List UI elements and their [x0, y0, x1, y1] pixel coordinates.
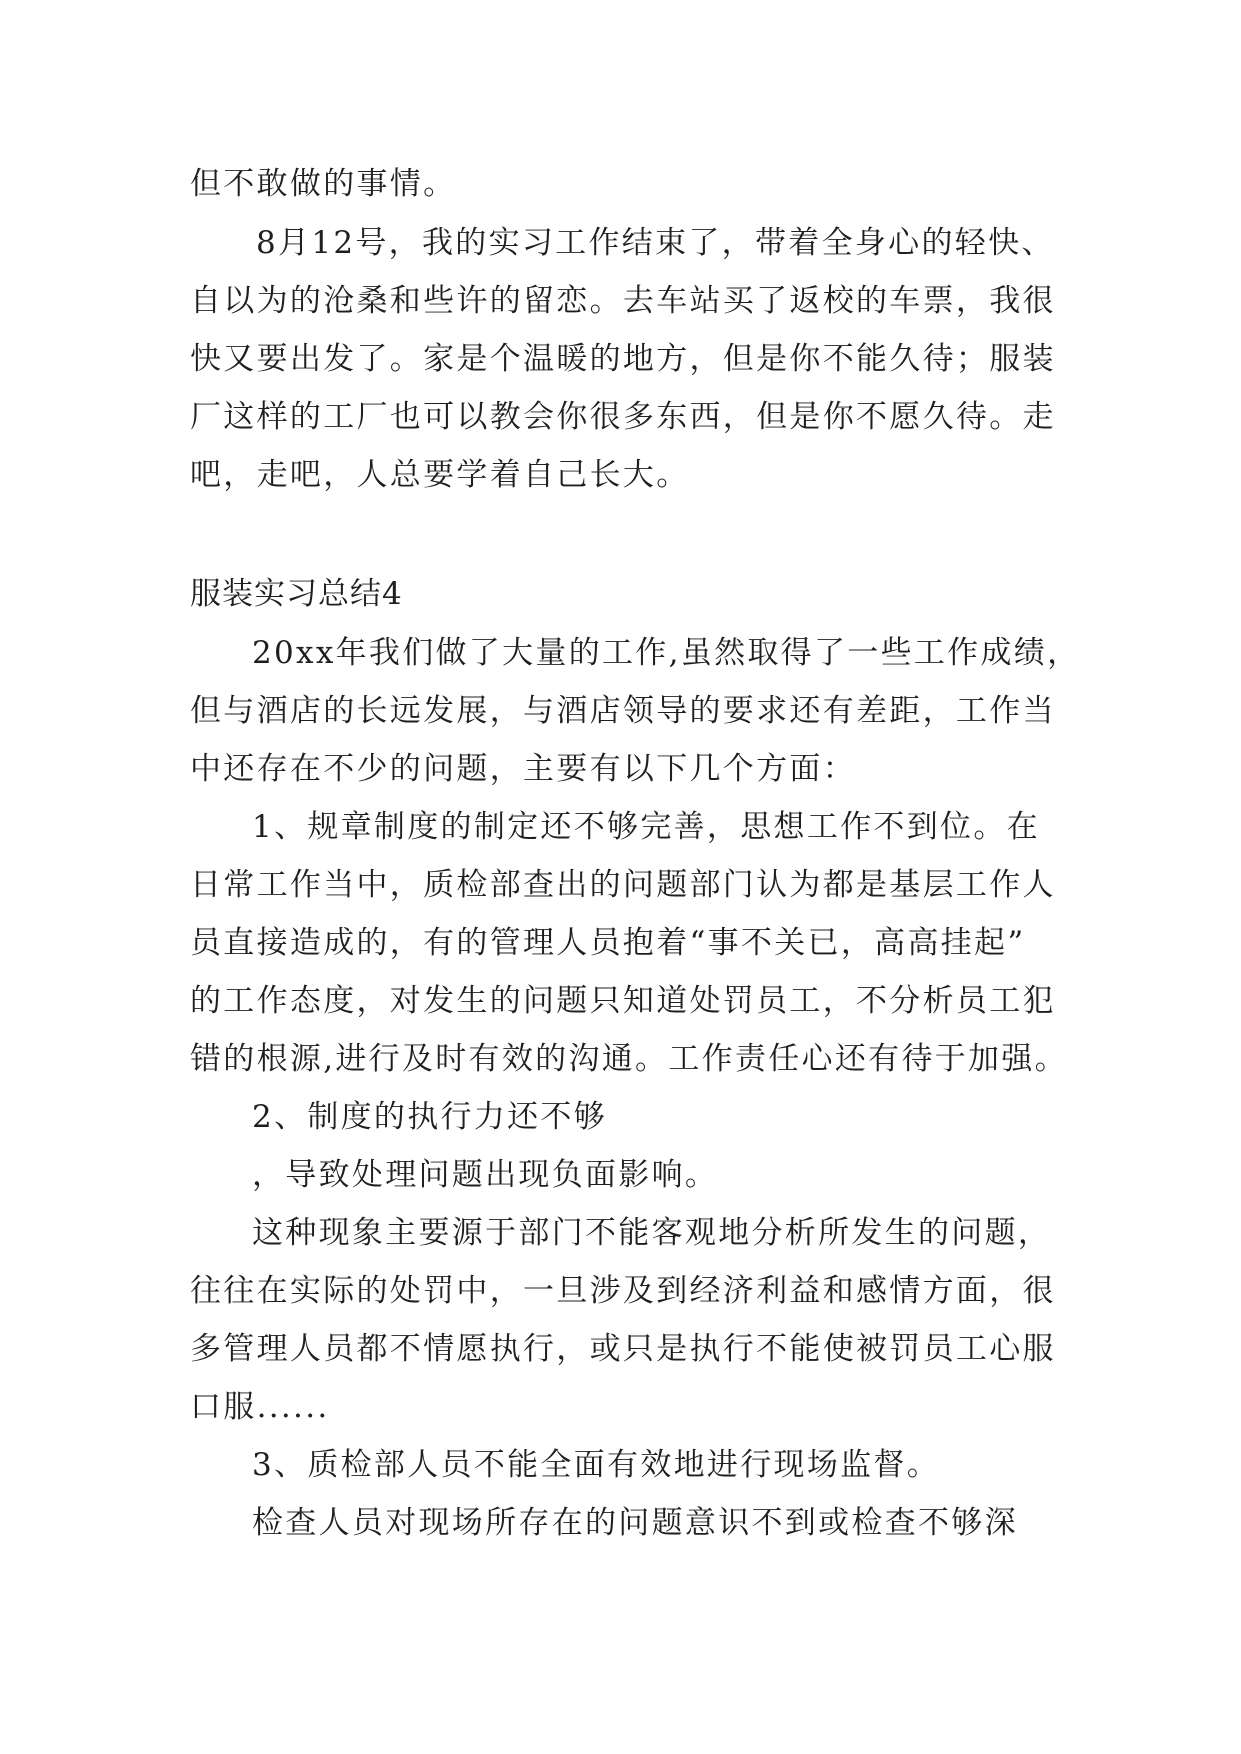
paragraph-line: 口服...... [190, 1389, 330, 1425]
paragraph-line: 吧，走吧，人总要学着自己长大。 [190, 457, 690, 493]
paragraph-line: 检查人员对现场所存在的问题意识不到或检查不够深 [252, 1505, 1018, 1541]
section-heading: 服装实习总结4 [190, 576, 403, 612]
paragraph-line: 往往在实际的处罚中，一旦涉及到经济利益和感情方面，很 [190, 1273, 1056, 1309]
paragraph-line: 的工作态度，对发生的问题只知道处罚员工，不分析员工犯 [190, 983, 1056, 1019]
paragraph-line: 员直接造成的，有的管理人员抱着“事不关已，高高挂起” [190, 925, 1026, 961]
paragraph-line: 但与酒店的长远发展，与酒店领导的要求还有差距，工作当 [190, 693, 1056, 729]
paragraph-line: 这种现象主要源于部门不能客观地分析所发生的问题， [252, 1215, 1052, 1251]
paragraph-line: 自以为的沧桑和些许的留恋。去车站买了返校的车票，我很 [190, 283, 1056, 319]
paragraph-line: 1、规章制度的制定还不够完善，思想工作不到位。在 [252, 809, 1040, 845]
paragraph-line: 但不敢做的事情。 [190, 166, 457, 202]
paragraph-line: 错的根源,进行及时有效的沟通。工作责任心还有待于加强。 [190, 1041, 1068, 1077]
paragraph-line: 多管理人员都不情愿执行，或只是执行不能使被罚员工心服 [190, 1331, 1056, 1367]
paragraph-line: 2、制度的执行力还不够 [252, 1099, 608, 1135]
paragraph-line: 厂这样的工厂也可以教会你很多东西，但是你不愿久待。走 [190, 399, 1056, 435]
paragraph-line: 快又要出发了。家是个温暖的地方，但是你不能久待；服装 [190, 341, 1056, 377]
paragraph-line: 8月12号，我的实习工作结束了，带着全身心的轻快、 [256, 225, 1055, 261]
paragraph-line: 3、质检部人员不能全面有效地进行现场监督。 [252, 1447, 941, 1483]
paragraph-line: 日常工作当中，质检部查出的问题部门认为都是基层工作人 [190, 867, 1056, 903]
paragraph-line: 20xx年我们做了大量的工作,虽然取得了一些工作成绩， [252, 635, 1081, 671]
paragraph-line: 中还存在不少的问题，主要有以下几个方面： [190, 751, 856, 787]
paragraph-line: ，导致处理问题出现负面影响。 [252, 1157, 719, 1193]
